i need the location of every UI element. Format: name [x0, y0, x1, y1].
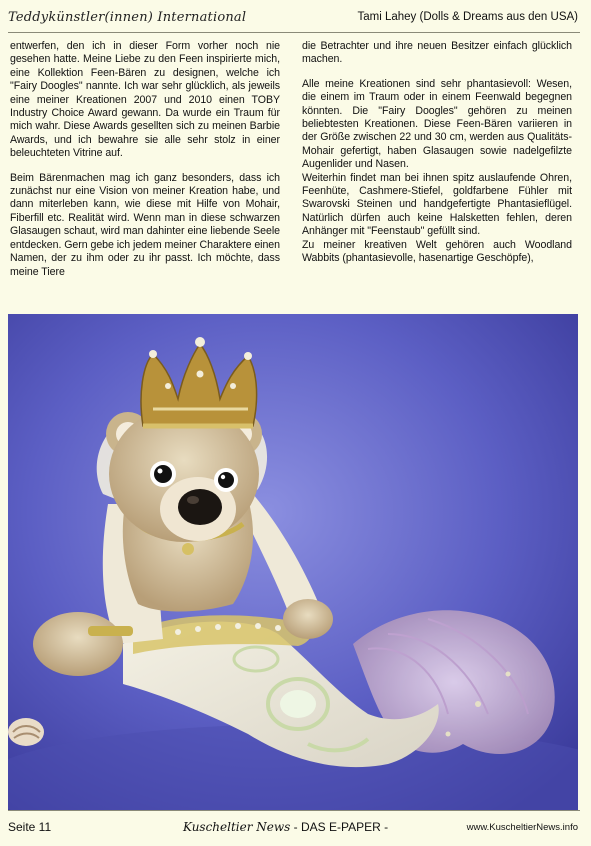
paragraph: Weiterhin findet man bei ihnen spitz auslaufende Ohren, Feenhüte, Cashmere-Stiefel, goldfarbene Fühler mit Swarovski Steinen und handgefertigte Phantasieflügel. Natürlich dürfen auch keine Halsketten fehlen, deren Anhänger mit "Feenstaub" gefüllt sind.: [302, 171, 572, 238]
mermaid-bear-illustration: [8, 314, 578, 810]
page-footer: [8, 810, 580, 839]
paragraph: Zu meiner kreativen Welt gehören auch Woodland Wabbits (phantasievolle, hasenartige Geschöpfe),: [302, 238, 572, 265]
footer-title: [183, 820, 388, 834]
article-title: Tami Lahey (Dolls & Dreams aus den USA): [357, 11, 578, 23]
page-number: Seite 11: [8, 820, 52, 834]
page-header: [8, 6, 580, 33]
edition-label: DAS E-PAPER -: [301, 820, 389, 834]
paragraph: entwerfen, den ich in dieser Form vorher noch nie gesehen hatte. Meine Liebe zu den Feen inspirierte mich, eine Kollektion Feen-Bären zu designen, welche ich "Fairy Doogles" nannte. Ich war sehr glücklich, als jeweils eine meiner Kreationen 2007 und 2010 einen TOBY Industry Choice Award gewann. Da wurde ein Traum für mich wahr. Diese Awards gesellten sich zu meinen Barbie Awards, und ich bewahre sie alle sehr stolz in einer beleuchteten Vitrine auf.: [10, 40, 280, 160]
footer-separator: -: [290, 820, 301, 834]
magazine-section-title: Teddykünstler(innen) International: [8, 10, 247, 25]
mermaid-bear-photo: [8, 314, 578, 810]
text-column-left: [10, 40, 280, 290]
text-column-right: [302, 40, 572, 266]
paragraph: die Betrachter und ihre neuen Besitzer einfach glücklich machen.: [302, 40, 572, 66]
website-url[interactable]: www.KuscheltierNews.info: [466, 822, 578, 833]
paragraph: Beim Bärenmachen mag ich ganz besonders, dass ich zunächst nur eine Vision von meiner Kreation habe, und dann miterleben kann, wie diese mit Hilfe von Mohair, Fiberfill etc. Realität wird. Wenn man in diese schwarzen Glasaugen schaut, wird man dahinter eine liebende Seele entdecken. Gern gebe ich jedem meiner Charaktere einen Namen, der zu ihm oder zu ihr passt. Ich möchte, dass meine Tiere: [10, 171, 280, 278]
magazine-name: Kuscheltier News: [183, 820, 291, 834]
paragraph: Alle meine Kreationen sind sehr phantasievoll: Wesen, die einem im Traum oder in einem Feenwald begegnen könnten. Die "Fairy Doogles" gehören zu meinen beliebtesten Kreationen. Diese Feen-Bären variieren in der Größe zwischen 22 und 30 cm, werden aus Qualitäts-Mohair gefertigt, haben Glasaugen sowie nadelgefilzte Augenlider und Nasen.: [302, 77, 572, 171]
